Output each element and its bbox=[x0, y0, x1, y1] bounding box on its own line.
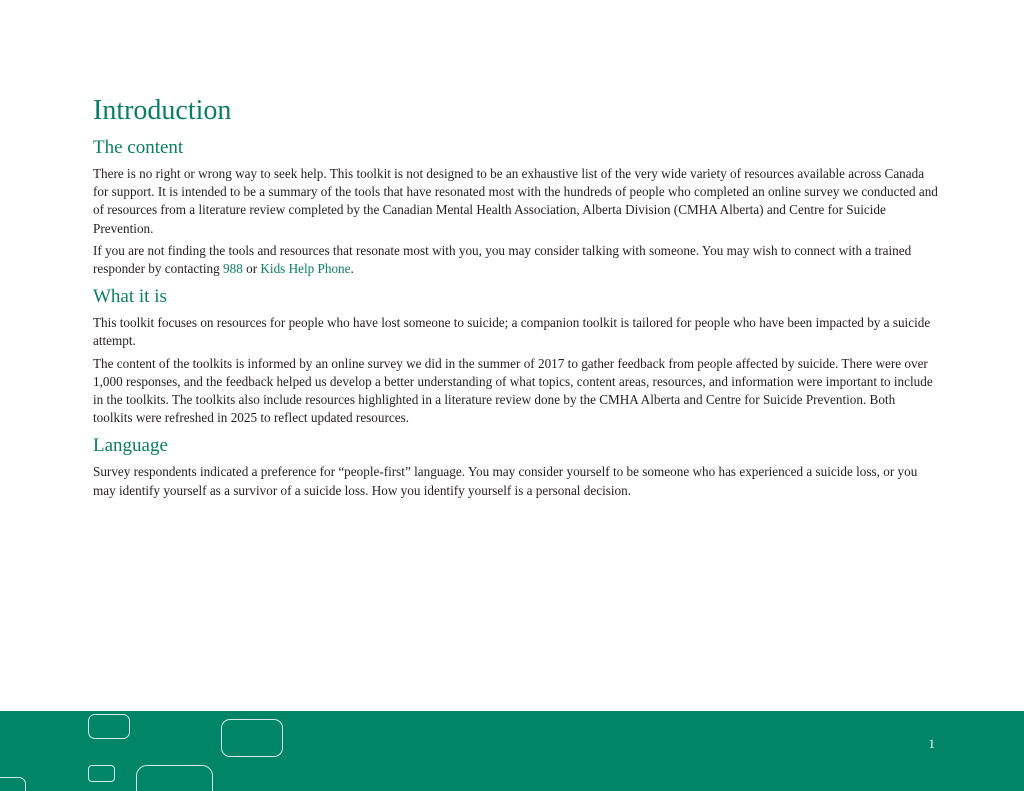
section-heading-language: Language bbox=[93, 435, 168, 457]
page-content bbox=[93, 93, 938, 504]
help-text-before: If you are not finding the tools and resources that resonate most with you, you may consider talking with someone. You may wish to connect with a trained responder by contacting bbox=[93, 242, 912, 277]
paragraph-language-1: Survey respondents indicated a preference for “people-first” language. You may consider yourself to be someone who has experienced a suicide loss, or you may identify yourself as a survivor of a suicide loss. How you identify yourself is a personal decision. bbox=[93, 464, 918, 498]
decorative-rounded-square bbox=[0, 777, 26, 791]
paragraph-help bbox=[93, 242, 938, 278]
link-988[interactable]: 988 bbox=[223, 261, 243, 277]
page-title: Introduction bbox=[93, 95, 232, 126]
decorative-rounded-square bbox=[221, 719, 283, 757]
paragraph-what-it-is-2: The content of the toolkits is informed by an online survey we did in the summer of 2017 to gather feedback from people affected by suicide. There were over 1,000 responses, and the feedback helped us develop a better understanding of what topics, content areas, resources, and information were important to include in the toolkits. The toolkits also include resources highlighted in a literature review done by the CMHA Alberta and Centre for Suicide Prevention. Both toolkits were refreshed in 2025 to reflect updated resources. bbox=[93, 355, 933, 426]
footer-band bbox=[0, 711, 1024, 791]
section-heading-what-it-is: What it is bbox=[93, 286, 167, 308]
paragraph-what-it-is-1: This toolkit focuses on resources for people who have lost someone to suicide; a companion toolkit is tailored for people who have been impacted by a suicide attempt. bbox=[93, 315, 931, 349]
section-heading-the-content: The content bbox=[93, 137, 184, 158]
help-text-between: or bbox=[242, 261, 261, 277]
page-number: 1 bbox=[928, 736, 935, 751]
help-text-after: . bbox=[350, 261, 354, 277]
decorative-rounded-square bbox=[88, 765, 115, 782]
paragraph-the-content-1: There is no right or wrong way to seek help. This toolkit is not designed to be an exhaustive list of the very wide variety of resources available across Canada for support. It is intended to be a summary of the tools that have resonated most with the hundreds of people who completed an online survey we conducted and of resources from a literature review completed by the Canadian Mental Health Association, Alberta Division (CMHA Alberta) and Centre for Suicide Prevention. bbox=[93, 166, 938, 236]
link-kids-help-phone[interactable]: Kids Help Phone bbox=[260, 261, 351, 277]
decorative-rounded-square bbox=[88, 714, 130, 739]
decorative-rounded-square bbox=[136, 765, 213, 791]
